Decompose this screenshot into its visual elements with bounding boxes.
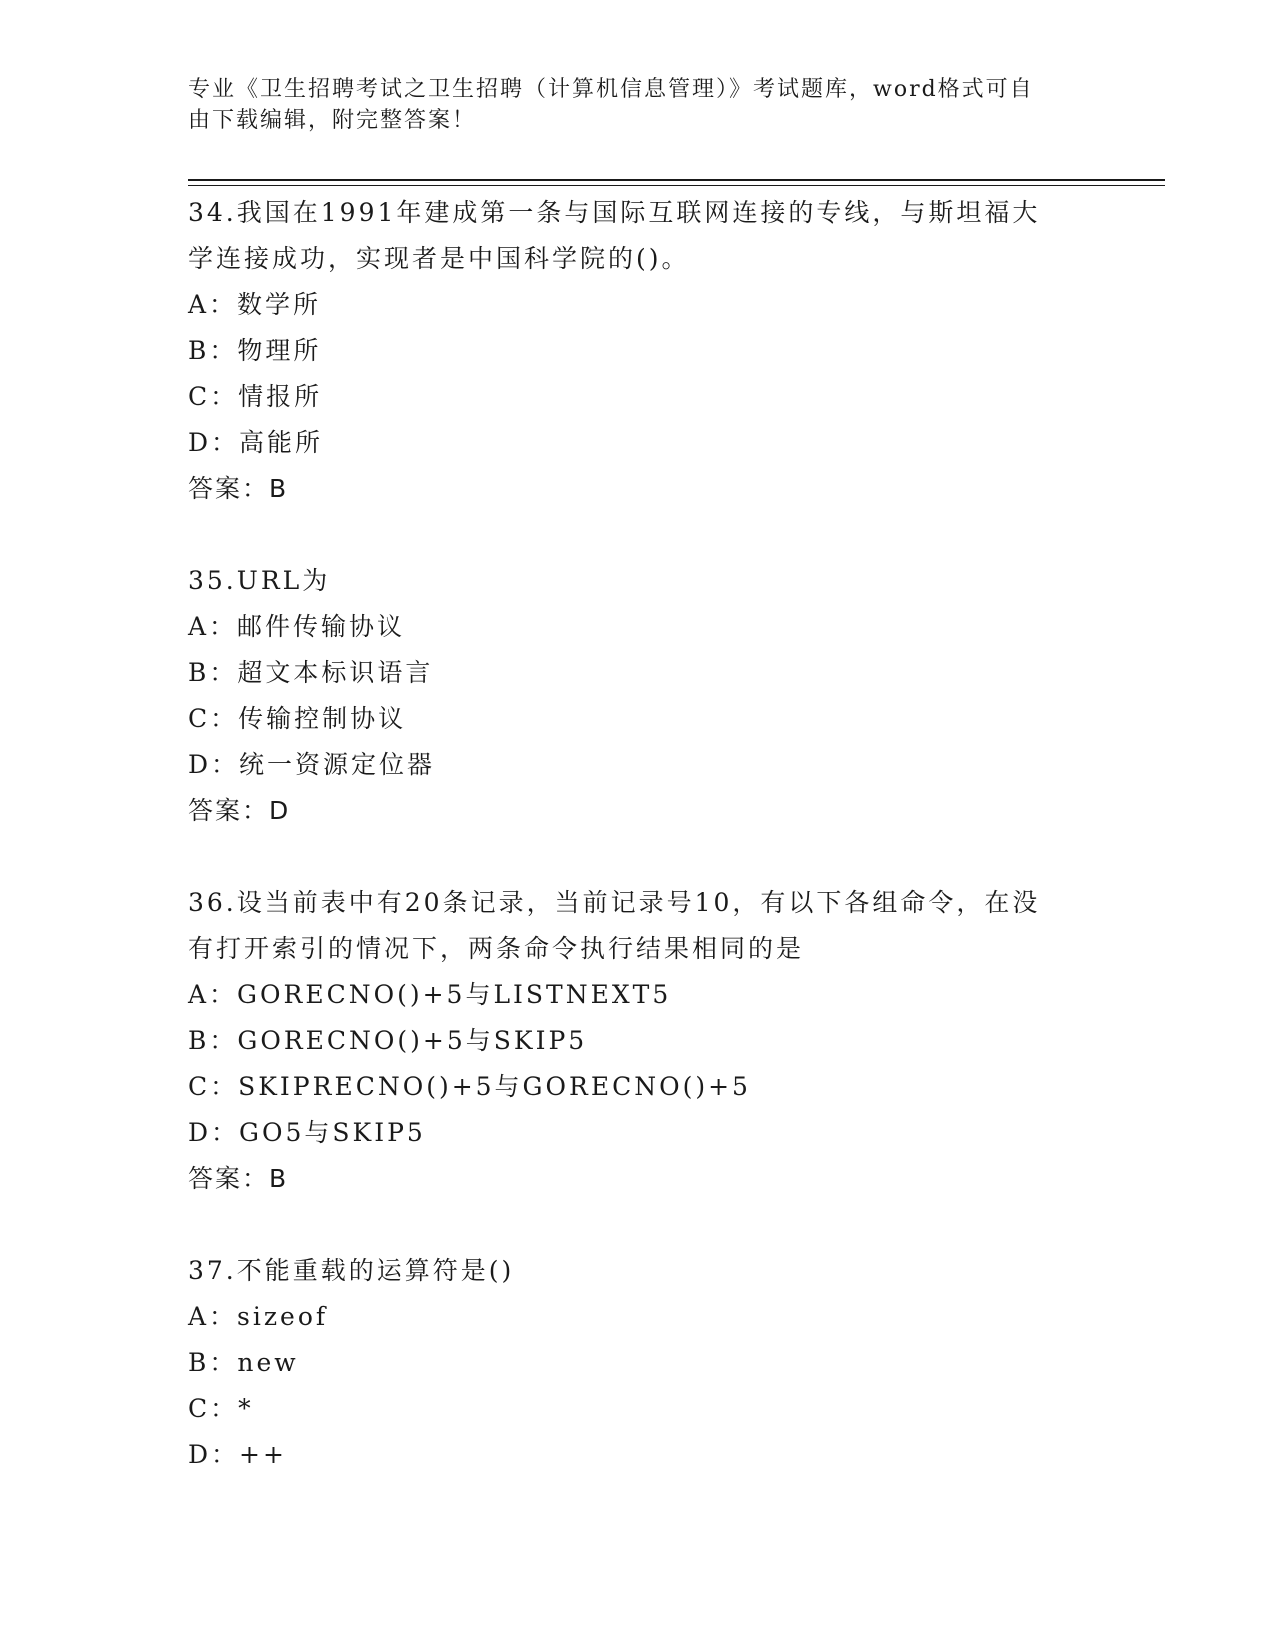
option-d: D：++ (188, 1440, 287, 1469)
header-divider (188, 185, 1165, 186)
option-a: A：sizeof (188, 1302, 329, 1331)
option-b: B：物理所 (188, 336, 322, 365)
header-line: 专业《卫生招聘考试之卫生招聘（计算机信息管理）》考试题库，word格式可自 (188, 77, 1034, 102)
header-divider (188, 179, 1165, 181)
option-c: C：SKIPRECNO()+5与GORECNO()+5 (188, 1072, 751, 1101)
question-stem: 有打开索引的情况下，两条命令执行结果相同的是 (188, 934, 805, 963)
option-d: D：高能所 (188, 428, 324, 457)
option-d: D：统一资源定位器 (188, 750, 436, 779)
answer-line: 答案：B (188, 474, 289, 503)
question-stem: 36.设当前表中有20条记录，当前记录号10，有以下各组命令，在没 (188, 888, 1041, 917)
question-item (188, 558, 1088, 834)
answer-line: 答案：D (188, 796, 291, 825)
question-stem: 35.URL为 (188, 566, 331, 595)
document-header (188, 74, 1068, 136)
option-b: B：GORECNO()+5与SKIP5 (188, 1026, 588, 1055)
option-a: A：邮件传输协议 (188, 612, 406, 641)
question-item (188, 1248, 1088, 1478)
question-list (188, 190, 1088, 1524)
option-b: B：超文本标识语言 (188, 658, 434, 687)
answer-line: 答案：B (188, 1164, 289, 1193)
question-item (188, 190, 1088, 512)
option-b: B：new (188, 1348, 299, 1377)
option-c: C：情报所 (188, 382, 323, 411)
question-stem: 34.我国在1991年建成第一条与国际互联网连接的专线，与斯坦福大 (188, 198, 1041, 227)
header-line: 由下载编辑，附完整答案！ (188, 108, 477, 133)
question-stem: 学连接成功，实现者是中国科学院的()。 (188, 244, 690, 273)
option-c: C：* (188, 1394, 254, 1423)
option-c: C：传输控制协议 (188, 704, 407, 733)
option-a: A：数学所 (188, 290, 322, 319)
question-stem: 37.不能重载的运算符是() (188, 1256, 515, 1285)
option-d: D：GO5与SKIP5 (188, 1118, 426, 1147)
option-a: A：GORECNO()+5与LISTNEXT5 (188, 980, 672, 1009)
question-item (188, 880, 1088, 1202)
